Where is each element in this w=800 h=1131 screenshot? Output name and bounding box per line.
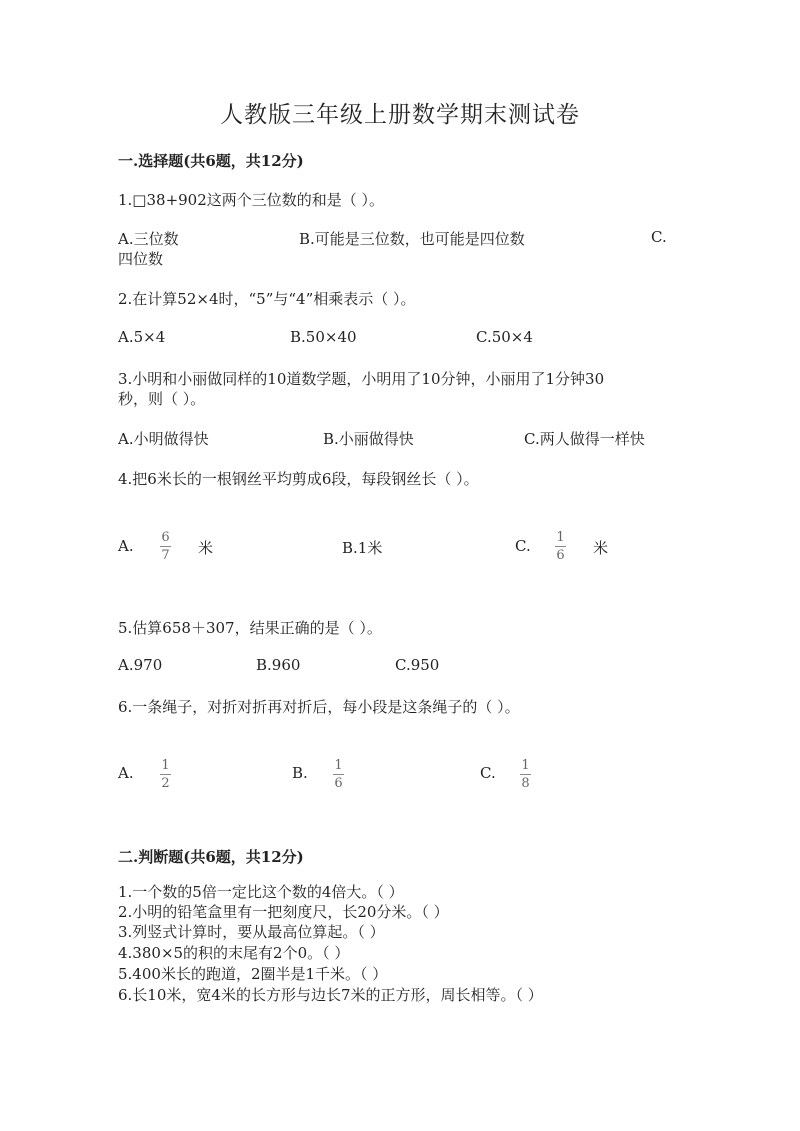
fraction-denominator: 8	[521, 776, 530, 791]
q6-option-a-fraction	[160, 758, 171, 791]
question-3-line-1: 3.小明和小丽做同样的10道数学题，小明用了10分钟，小丽用了1分钟30	[118, 370, 605, 388]
q2-option-a: A.5×4	[118, 328, 166, 346]
question-3-line-2: 秒，则（ ）。	[118, 390, 206, 408]
question-5: 5.估算658＋307，结果正确的是（ ）。	[118, 619, 382, 637]
fraction-bar	[555, 546, 566, 547]
fraction-bar	[333, 774, 344, 775]
judgment-item-5: 5.400米长的跑道，2圈半是1千米。（ ）	[118, 965, 388, 983]
question-2: 2.在计算52×4时，“5”与“4”相乘表示（ ）。	[118, 290, 416, 308]
judgment-item-1: 1.一个数的5倍一定比这个数的4倍大。（ ）	[118, 883, 404, 901]
fraction-numerator: 1	[556, 530, 565, 545]
q4-option-b: B.1米	[342, 539, 383, 557]
fraction-numerator: 1	[334, 758, 343, 773]
q3-option-c: C.两人做得一样快	[524, 430, 645, 448]
judgment-item-3: 3.列竖式计算时，要从最高位算起。（ ）	[118, 923, 385, 941]
q4-option-a-unit: 米	[198, 539, 214, 557]
question-4: 4.把6米长的一根钢丝平均剪成6段，每段钢丝长（ ）。	[118, 470, 479, 488]
q5-option-b: B.960	[256, 656, 301, 674]
judgment-item-4: 4.380×5的积的末尾有2个0。（ ）	[118, 944, 350, 962]
q6-option-c-label: C.	[480, 764, 496, 782]
fraction-bar	[160, 546, 171, 547]
question-6: 6.一条绳子，对折对折再对折后，每小段是这条绳子的（ ）。	[118, 698, 520, 716]
q3-option-b: B.小丽做得快	[323, 430, 414, 448]
fraction-denominator: 6	[556, 548, 565, 563]
q3-option-a: A.小明做得快	[118, 430, 209, 448]
question-1: 1.□38+902这两个三位数的和是（ ）。	[118, 191, 385, 209]
section-heading-judgment: 二.判断题(共6题，共12分)	[118, 848, 304, 866]
q5-option-c: C.950	[395, 656, 440, 674]
q1-option-b: B.可能是三位数，也可能是四位数	[299, 230, 525, 248]
q1-option-a: A.三位数	[118, 230, 179, 248]
fraction-numerator: 1	[161, 758, 170, 773]
q1-option-c-continued: 四位数	[118, 250, 164, 268]
fraction-denominator: 7	[161, 548, 170, 563]
q6-option-c-fraction	[520, 758, 531, 791]
q5-option-a: A.970	[118, 656, 163, 674]
q2-option-b: B.50×40	[290, 328, 357, 346]
fraction-numerator: 1	[521, 758, 530, 773]
judgment-item-6: 6.长10米，宽4米的长方形与边长7米的正方形，周长相等。（ ）	[118, 986, 543, 1004]
q4-option-a-fraction	[160, 530, 171, 563]
page-title: 人教版三年级上册数学期末测试卷	[220, 102, 580, 128]
fraction-bar	[160, 774, 171, 775]
fraction-denominator: 6	[334, 776, 343, 791]
fraction-numerator: 6	[161, 530, 170, 545]
judgment-item-2: 2.小明的铅笔盒里有一把刻度尺，长20分米。（ ）	[118, 903, 449, 921]
q4-option-a-label: A.	[118, 537, 134, 555]
q4-option-c-label: C.	[515, 537, 531, 555]
q6-option-b-label: B.	[292, 764, 308, 782]
q6-option-b-fraction	[333, 758, 344, 791]
q4-option-c-unit: 米	[593, 539, 609, 557]
q4-option-c-fraction	[555, 530, 566, 563]
section-heading-choice: 一.选择题(共6题，共12分)	[118, 152, 304, 170]
fraction-denominator: 2	[161, 776, 170, 791]
q6-option-a-label: A.	[118, 764, 134, 782]
q2-option-c: C.50×4	[476, 328, 533, 346]
q1-option-c: C.	[651, 228, 667, 246]
fraction-bar	[520, 774, 531, 775]
